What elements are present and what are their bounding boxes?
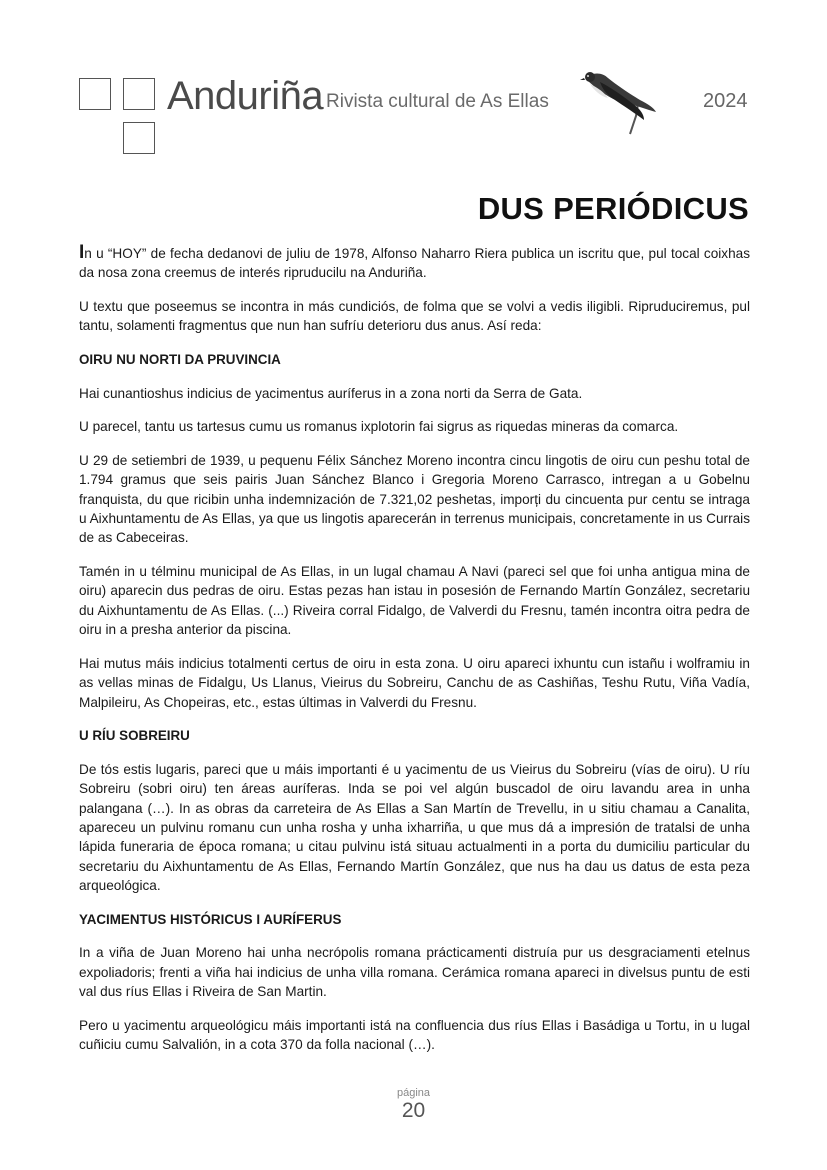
magazine-name: Anduriña	[167, 74, 324, 118]
section-heading-1: OIRU NU NORTI DA PRUVINCIA	[79, 352, 281, 367]
magazine-subtitle: Rivista cultural de As Ellas	[326, 91, 549, 112]
swallow-bird-icon	[578, 64, 662, 136]
section3-paragraph-2: Pero u yacimentu arqueológicu máis importanti istá na confluencia dus ríus Ellas i Basádiga u Tortu, in u lugal cuñiciu cumu Salvalión, in a cota 370 da folla nacional (…).	[79, 1017, 750, 1053]
paragraph-2: U textu que poseemus se incontra in más cundiciós, de folma que se volvi a vedis iligibli. Ripruduciremus, pul tantu, solamenti fragmentus que nun han sufríu deterioru dus anus. Así reda:	[79, 299, 750, 334]
section1-paragraph-3: U 29 de setiembri de 1939, u pequenu Félix Sánchez Moreno incontra cincu lingotis de oiru cun peshu total de 1.794 gramus que seis pairis Juan Sánchez Blanco i Gregoria Moreno Carrasco, intregan a u Gobelnu franquista, du que ricibin unha indemnización de 7.321,02 peshetas, imporți du cincuenta pur centu se intraga u Aixhuntamentu de As Ellas, ya que us lingotis aparecerán in terrenus municipais, concretamente in us Currais de as Cabeceiras.	[79, 452, 750, 546]
section2-paragraph-1: De tós estis lugaris, pareci que u máis importanti é u yacimentu de us Vieirus du Sobreiru (vías de oiru). U ríu Sobreiru (sobri oiru) ten áreas auríferas. Inda se poi vel algún buscadol de oiru lavandu area in unha palangana (…). In as obras da carreteira de As Ellas a San Martín de Trevellu, in u sitiu chamau a Canalita, apareceu un pulvinu romanu cun unha rosha y unha ixharriña, u que mus dá a impresión de tratalsi de unha lápida funeraria de época romana; u citau pulvinu istá situau actualmenti in a porta du dumiciliu particular du secretariu du Aixhuntamentu de As Ellas, Fernando Martín González, que nus ha dau us datus de esta peza arqueológica.	[79, 761, 750, 894]
logo-square-2	[123, 78, 155, 110]
section1-paragraph-4: Tamén in u télminu municipal de As Ellas, in un lugal chamau A Navi (pareci sel que foi unha antigua mina de oiru) aparecin dus pedras de oiru. Estas pezas han istau in posesión de Fernando Martín González, secretariu du Aixhuntamentu de As Ellas. (...) Riveira corral Fidalgo, de Valverdi du Fresnu, tamén incontra oitra pedra de oiru in a presha anterior da piscina.	[79, 564, 750, 638]
drop-cap: I	[79, 242, 85, 263]
logo-square-1	[79, 78, 111, 110]
page-number: 20	[401, 1099, 426, 1122]
section1-paragraph-1: Hai cunantioshus indicius de yacimentus auríferus in a zona norti da Serra de Gata.	[79, 385, 583, 401]
intro-paragraph	[79, 244, 750, 283]
issue-year: 2024	[703, 90, 748, 112]
section-heading-2: U RÍU SOBREIRU	[79, 728, 190, 744]
section1-paragraph-2: U parecel, tantu us tartesus cumu us romanus ixplotorin fai sigrus as riquedas mineras da comarca.	[79, 419, 679, 435]
article-body	[79, 244, 750, 1069]
section-heading-3: YACIMENTUS HISTÓRICUS I AURÍFERUS	[79, 911, 342, 927]
logo-square-3	[123, 122, 155, 154]
section1-paragraph-5: Hai mutus máis indicius totalmenti certus de oiru in esta zona. U oiru apareci ixhuntu cun istañu i wolframiu in as vellas minas de Fidalgu, Us Llanus, Vieirus du Sobreiru, Canchu de as Cashiñas, Teshu Rutu, Viña Vadía, Malpileiru, As Chopeiras, etc., estas últimas in Valverdi du Fresnu.	[79, 655, 750, 710]
page-label: página	[396, 1087, 431, 1099]
section3-paragraph-1: In a viña de Juan Moreno hai unha necrópolis romana prácticamenti distruía pur us desgraciamenti etelnus expoliadoris; frenti a viña hai indicius de unha villa romana. Cerámica romana apareci in divelsus puntu de esti val dus ríus Ellas i Riveira de San Martin.	[79, 945, 750, 1000]
intro-text: n u “HOY” de fecha dedanovi de juliu de 1978, Alfonso Naharro Riera publica un iscritu que, pul tocal coixhas da nosa zona creemus de interés ripruducilu na Anduriña.	[79, 246, 750, 281]
article-title: DUS PERIÓDICUS	[477, 190, 749, 226]
